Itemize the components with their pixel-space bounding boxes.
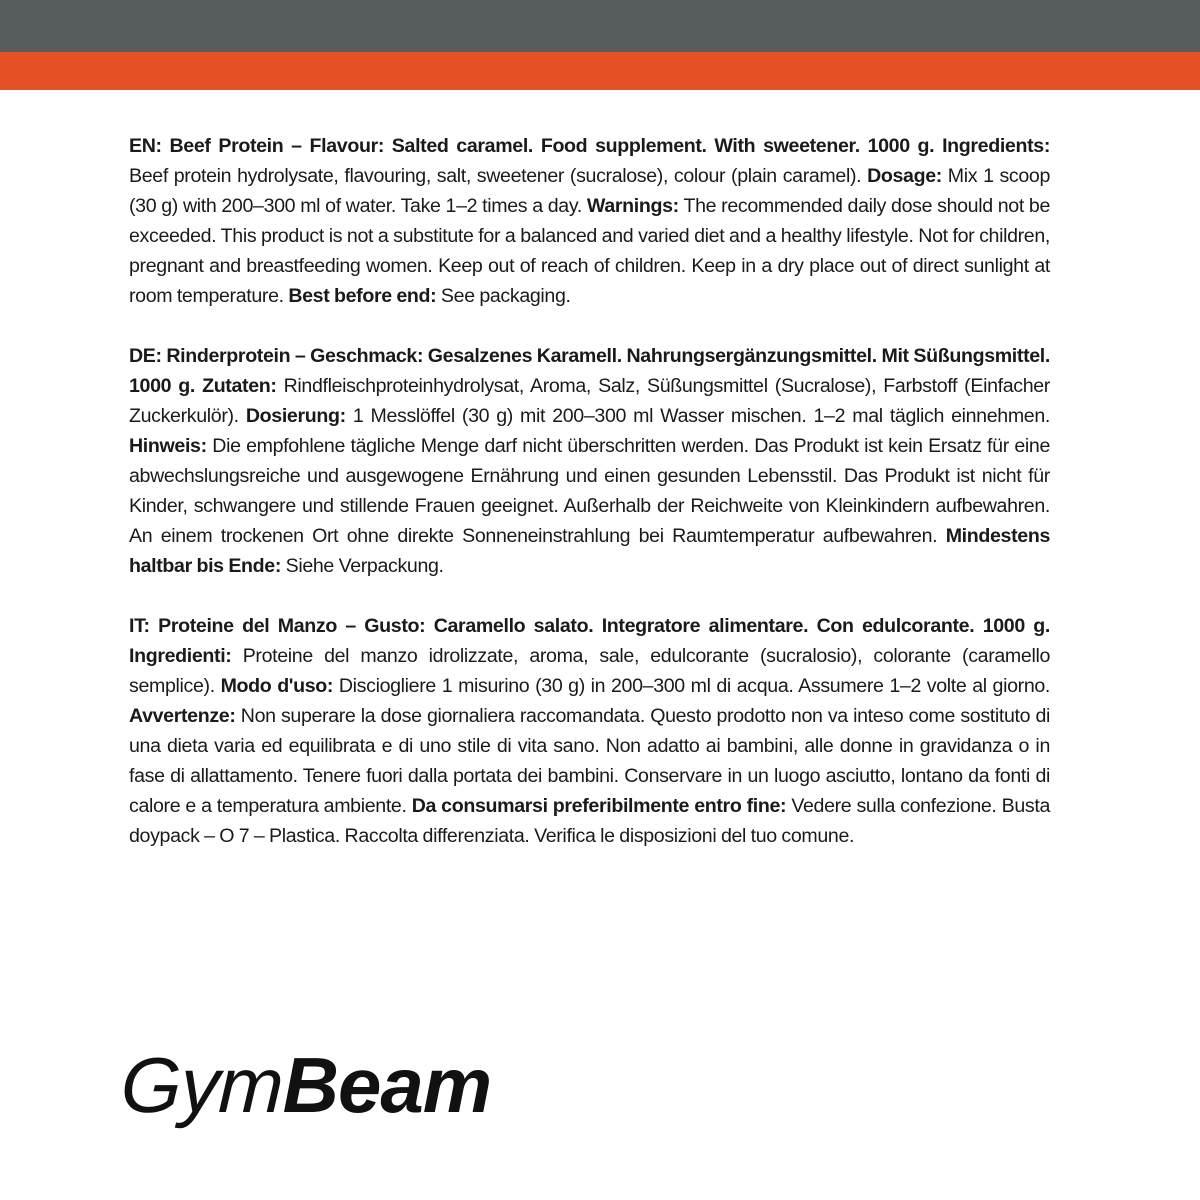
en-warnings-label: Warnings:: [586, 195, 679, 217]
it-ingredients-text: Proteine del manzo idrolizzate, aroma, sale, edulcorante (sucralosio), colorante (caramello semplice).: [129, 645, 1050, 697]
de-best-before-text: Siehe Verpackung.: [281, 555, 444, 577]
logo-light-text: Gym: [119, 1041, 285, 1129]
paragraph-de: [129, 341, 1050, 581]
it-warnings-label: Avvertenze:: [129, 705, 236, 727]
en-warnings-text: The recommended daily dose should not be exceeded. This product is not a substitute for a balanced and varied diet and a healthy lifestyle. Not for children, pregnant and breastfeeding women. Keep out of reach of children. Keep in a dry place out of direct sunlight at room temperature.: [129, 195, 1051, 307]
en-dosage-label: Dosage:: [867, 165, 942, 187]
it-heading: IT: Proteine del Manzo – Gusto: Caramello salato. Integratore alimentare. Con edulcorante. 1000 g. Ingredienti:: [129, 615, 1050, 667]
it-warnings-text: Non superare la dose giornaliera raccomandata. Questo prodotto non va inteso come sostituto di una dieta varia ed equilibrata e di uno stile di vita sano. Non adatto ai bambini, alle donne in gravidanza o in fase di allattamento. Tenere fuori dalla portata dei bambini. Conservare in un luogo asciutto, lontano da fonti di calore e a temperatura ambiente.: [129, 705, 1050, 817]
de-dosage-label: Dosierung:: [245, 405, 346, 427]
top-gray-band: [0, 0, 1200, 52]
paragraph-en: [129, 131, 1050, 311]
paragraph-it: [129, 611, 1050, 851]
en-heading: EN: Beef Protein – Flavour: Salted caramel. Food supplement. With sweetener. 1000 g. Ingredients:: [129, 135, 1050, 157]
logo-bold-text: Beam: [282, 1041, 492, 1129]
en-ingredients-text: Beef protein hydrolysate, flavouring, salt, sweetener (sucralose), colour (plain caramel).: [129, 165, 868, 187]
label-text-block: [129, 131, 1050, 881]
de-heading: DE: Rinderprotein – Geschmack: Gesalzenes Karamell. Nahrungsergänzungsmittel. Mit Süßungsmittel. 1000 g. Zutaten:: [129, 345, 1050, 397]
de-ingredients-text: Rindfleischproteinhydrolysat, Aroma, Salz, Süßungsmittel (Sucralose), Farbstoff (Einfacher Zuckerkulör).: [129, 375, 1050, 427]
en-best-before-text: See packaging.: [436, 285, 571, 307]
it-dosage-text: Disciogliere 1 misurino (30 g) in 200–300 ml di acqua. Assumere 1–2 volte al giorno.: [333, 675, 1051, 697]
de-best-before-label: Mindestens haltbar bis Ende:: [129, 525, 1050, 577]
en-dosage-text: Mix 1 scoop (30 g) with 200–300 ml of water. Take 1–2 times a day.: [129, 165, 1050, 217]
gymbeam-logo: [121, 1040, 491, 1130]
orange-accent-band: [0, 52, 1200, 90]
it-best-before-text: Vedere sulla confezione. Busta doypack – O 7 – Plastica. Raccolta differenziata. Verifica le disposizioni del tuo comune.: [129, 795, 1050, 847]
it-best-before-label: Da consumarsi preferibilmente entro fine:: [411, 795, 787, 817]
it-dosage-label: Modo d'uso:: [220, 675, 334, 697]
de-dosage-text: 1 Messlöffel (30 g) mit 200–300 ml Wasser mischen. 1–2 mal täglich einnehmen.: [345, 405, 1050, 427]
de-warnings-text: Die empfohlene tägliche Menge darf nicht überschritten werden. Das Produkt ist kein Ersatz für eine abwechslungsreiche und ausgewogene Ernährung und einen gesunden Lebensstil. Das Produkt ist nicht für Kinder, schwangere und stillende Frauen geeignet. Außerhalb der Reichweite von Kleinkindern aufbewahren. An einem trockenen Ort ohne direkte Sonneneinstrahlung bei Raumtemperatur aufbewahren.: [129, 435, 1050, 547]
en-best-before-label: Best before end:: [288, 285, 437, 307]
de-warnings-label: Hinweis:: [129, 435, 207, 457]
